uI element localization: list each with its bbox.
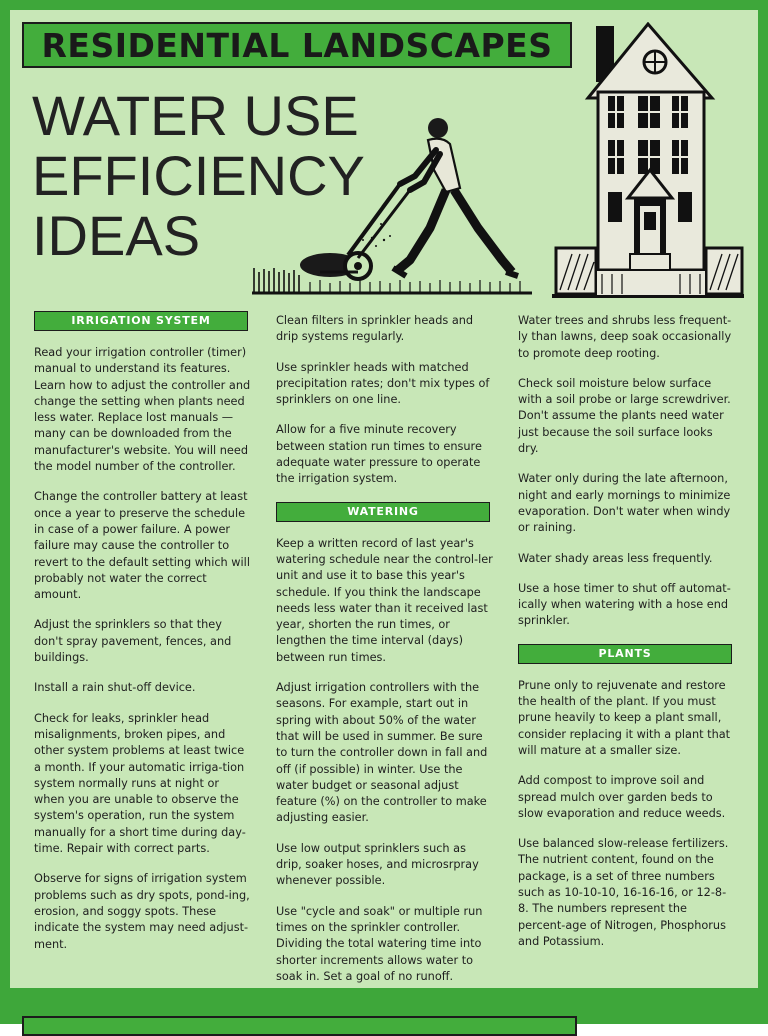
banner-title: RESIDENTIAL LANDSCAPES [22, 22, 572, 68]
paragraph: Install a rain shut-off device. [34, 681, 196, 695]
paragraph: Use balanced slow-release fertilizers. The nutrient content, found on the package, is a set of three numbers such as 10-10-10, 16-16-16, or 12-8-8. The numbers represent the percent-age of Nitrogen, Phosphorus and Potassium. [518, 837, 729, 948]
paragraph: Adjust irrigation controllers with the seasons. For example, start out in spring with about 50% of the water that will be used in summer. Be sure to turn the controller down in fall and off (if possible) in winter. Use the water budget or seasonal adjust feature (%) on the controller to make adjusting easier. [276, 681, 488, 825]
paragraph: Use "cycle and soak" or multiple run times on the sprinkler controller. Dividing the total watering time into shorter increments allows water to soak in. Set a goal of no runoff. [276, 904, 483, 983]
paragraph: Keep a written record of last year's watering schedule near the control-ler unit and use it to base this year's schedule. If you think the landscape needs less water than it received last year, shorten the run times, or lengthen the time interval (days) between run times. [276, 536, 493, 664]
next-page-banner [22, 1016, 577, 1036]
section-heading-plants: PLANTS [518, 644, 732, 664]
headline-line-1: WATER USE [32, 84, 359, 147]
headline-line-3: IDEAS [32, 204, 201, 267]
paragraph: Water trees and shrubs less frequent-ly than lawns, deep soak occasionally to promote deep rooting. [518, 314, 732, 360]
paragraph: Change the controller battery at least once a year to preserve the schedule in case of a power failure. A power failure may cause the controller to revert to the default setting which will probably not water the correct amount. [34, 490, 250, 602]
paragraph: Add compost to improve soil and spread mulch over garden beds to slow evaporation and reduce weeds. [518, 774, 726, 820]
paragraph: Adjust the sprinklers so that they don't spray pavement, fences, and buildings. [34, 618, 232, 665]
section-heading-irrigation: IRRIGATION SYSTEM [34, 311, 248, 331]
column-irrigation [34, 311, 252, 967]
paragraph: Check for leaks, sprinkler head misalignments, broken pipes, and other system problems at least twice a month. If your automatic irriga-tion system normally runs at night or when you are unable to observe the system's operation, run the system manually for a short time during day-time. Repair with correct parts. [34, 711, 246, 856]
man-mowing-lawn-illustration [250, 110, 535, 300]
paragraph: Use a hose timer to shut off automat-ically when watering with a hose end sprinkler. [518, 581, 731, 628]
paragraph: Clean filters in sprinkler heads and drip systems regularly. [276, 314, 474, 344]
paragraph: Observe for signs of irrigation system problems such as dry spots, pond-ing, erosion, and soggy spots. These indicate the system may need adjust-ment. [34, 872, 250, 951]
paragraph: Check soil moisture below surface with a soil probe or large screwdriver. Don't assume the plants need water just because the soil surface looks dry. [518, 376, 731, 456]
paragraph: Water only during the late afternoon, night and early mornings to minimize evaporation. Don't water when windy or raining. [518, 472, 731, 535]
paragraph: Use sprinkler heads with matched precipitation rates; don't mix types of sprinklers on one line. [276, 360, 490, 407]
paragraph: Prune only to rejuvenate and restore the health of the plant. If you must prune heavily to keep a plant small, consider replacing it with a plant that will mature at a smaller size. [518, 678, 731, 757]
section-heading-watering: WATERING [276, 502, 490, 522]
house-illustration [552, 22, 744, 298]
paragraph: Allow for a five minute recovery between station run times to ensure adequate water pressure to operate the irrigation system. [276, 423, 482, 486]
paragraph: Use low output sprinklers such as drip, soaker hoses, and microsrpray whenever possible. [276, 841, 479, 888]
column-plants [518, 313, 736, 964]
paragraph: Read your irrigation controller (timer) manual to understand its features. Learn how to adjust the controller and change the setting when plants need less water. Replace lost manuals — many can be downloaded from the manufacturer's website. You will need the model number of the controller. [34, 346, 251, 474]
headline-line-2: EFFICIENCY [32, 144, 365, 207]
paragraph: Water shady areas less frequently. [518, 551, 713, 565]
column-watering [276, 313, 494, 999]
